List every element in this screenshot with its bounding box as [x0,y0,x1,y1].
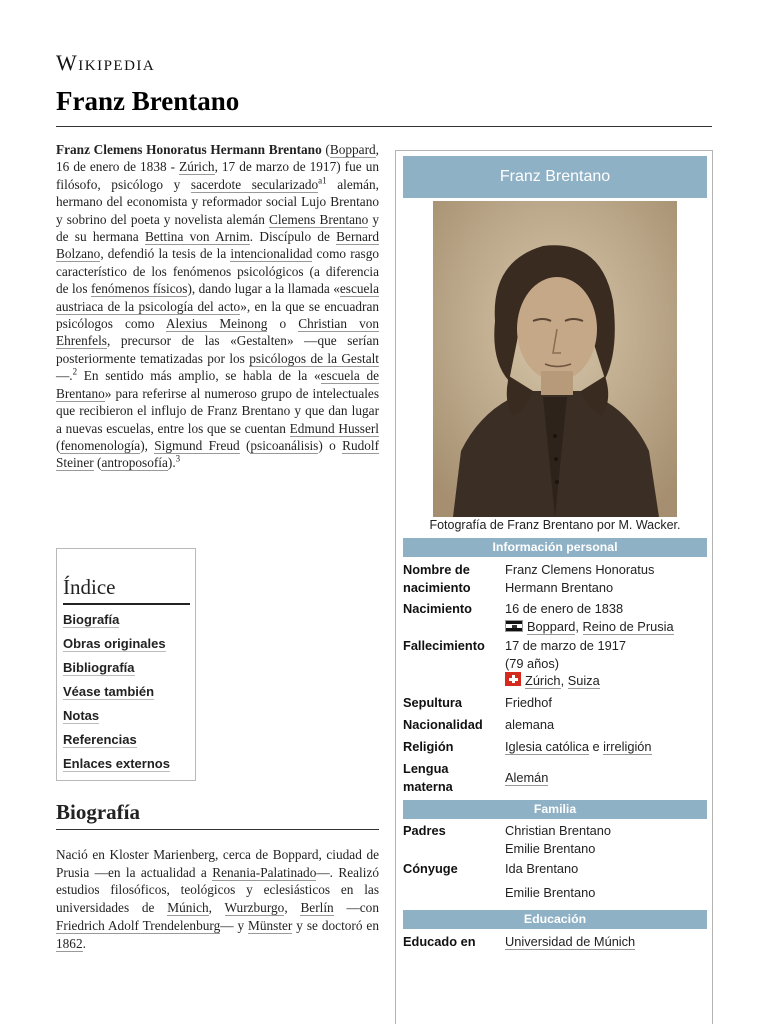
toc-item-label: Véase también [63,684,155,699]
text-span: ( [56,437,61,453]
row-value: Franz Clemens Honoratus Hermann Brentano [505,562,655,595]
row-value: Friedhof [505,695,552,710]
text-span: —. [56,368,73,384]
text-span: , [284,900,301,916]
toc-item-biografia[interactable] [63,609,189,633]
text-span: — y [220,917,249,933]
toc-item-label: Obras originales [63,636,166,651]
link-munich[interactable]: Múnich [167,900,209,916]
link-aleman[interactable]: Alemán [505,770,549,785]
section-header-educacion: Educación [403,910,707,929]
link-alexius-meinong[interactable]: Alexius Meinong [165,316,268,332]
text-span: —con [333,900,379,916]
text-span: , precursor de las «Gestalten» —que serían posteriormente tematizadas por los [56,333,379,366]
biografia-paragraph [56,846,379,952]
link-berlin[interactable]: Berlín [300,900,334,916]
link-reino-de-prusia[interactable]: Reino de Prusia [582,618,674,634]
text-span: ), dando lugar a la llamada « [187,281,340,297]
death-place [505,672,705,690]
text-span: —. Realizó estudios filosóficos, teológicos y eclesiásticos en las universidades de [56,864,379,916]
text-span: ). [167,455,176,471]
lead-paragraph [56,141,379,472]
text-span: . [82,935,86,951]
page-title: Franz Brentano [56,86,240,116]
section-header-familia: Familia [403,800,707,819]
toc-item-obras-originales[interactable] [63,633,189,657]
text-span: alemán, hermano del economista y reformador social Lujo Brentano y sobrino del poeta y novelista alemán [56,176,379,227]
link-boppard-infobox[interactable]: Boppard [527,618,576,634]
link-zurich-infobox[interactable]: Zúrich [525,673,561,688]
link-sacerdote-secularizado[interactable]: sacerdote secularizado [190,176,319,192]
toc-item-label: Bibliografía [63,660,135,675]
section-divider [56,829,379,830]
text-span: En sentido más amplio, se habla de la « [77,368,321,384]
link-suiza[interactable]: Suiza [567,673,600,688]
link-bernard-bolzano[interactable]: Bernard Bolzano [56,229,379,262]
toc-item-label: Notas [63,708,100,723]
row-label: Lengua materna [403,761,453,794]
footnote-ref-a[interactable]: a [318,175,323,186]
row-value [505,860,705,901]
row-label: Sepultura [403,695,463,710]
link-intencionalidad[interactable]: intencionalidad [230,246,313,262]
row-label: Nacimiento [403,601,472,616]
link-fenomenos-fisicos[interactable]: fenómenos físicos [90,281,188,297]
parent-mother: Emilie Brentano [505,840,596,856]
text-span: ) o [318,437,343,453]
row-label: Educado en [403,934,476,949]
link-boppard[interactable]: Boppard [329,142,376,157]
wikipedia-logo[interactable]: Wikipedia [56,50,156,75]
text-span: , [208,900,225,916]
link-fenomenologia[interactable]: fenomenología [60,437,141,453]
link-psicologos-gestalt[interactable]: psicólogos de la Gestalt [249,350,379,366]
link-antroposofia[interactable]: antroposofía [101,455,168,471]
age-at-death: (79 años) [505,655,560,671]
row-label: Nacionalidad [403,717,483,732]
link-psicoanalisis[interactable]: psicoanálisis [250,437,319,453]
text-span: . Discípulo de [249,229,337,245]
link-escuela-de-brentano[interactable]: escuela de Brentano [56,368,379,401]
parent-father: Christian Brentano [505,823,611,838]
toc-list [63,609,189,777]
link-edmund-husserl[interactable]: Edmund Husserl [289,420,379,436]
text-span: , 17 de marzo de 1917) fue un filósofo, psicólogo y [56,159,379,192]
toc-item-vease-tambien[interactable] [63,681,189,705]
row-label: Cónyuge [403,861,458,876]
footnote-ref-1[interactable]: 1 [322,175,327,186]
birth-date: 16 de enero de 1838 [505,601,624,616]
infobox-title: Franz Brentano [403,156,707,198]
row-label: Nombre de nacimiento [403,562,471,595]
text-span: y se doctoró en [292,917,379,933]
footnote-ref-2[interactable]: 2 [72,366,78,377]
link-munster[interactable]: Münster [248,917,293,933]
separator: e [588,739,604,754]
footnote-ref-3[interactable]: 3 [175,453,181,464]
text-span: ( [93,455,102,471]
toc-item-label: Referencias [63,732,137,747]
row-label: Fallecimiento [403,638,485,653]
text-span: », en la que se encuadran psicólogos como [56,298,379,332]
text-span: Nació en Kloster Marienberg, cerca de Boppard, ciudad de Prusia —en la actualidad a [56,847,379,880]
link-escuela-austriaca[interactable]: escuela austriaca de la psicología del acto [56,281,380,314]
link-zurich[interactable]: Zúrich [179,159,215,175]
link-irreligion[interactable]: irreligión [603,739,652,754]
spouse-2: Emilie Brentano [505,884,596,900]
toc-item-notas[interactable] [63,705,189,729]
spouse-1: Ida Brentano [505,861,579,876]
separator: , [560,673,568,688]
row-value [505,600,705,635]
portrait-caption: Fotografía de Franz Brentano por M. Wacker. [429,518,681,532]
separator: , [575,618,583,634]
row-value [505,738,705,756]
text-span: como rasgo característico de los fenómenos psicológicos (a diferencia de los [56,246,379,297]
link-1862[interactable]: 1862 [56,935,83,951]
text-span: , 16 de enero de 1838 - [56,142,379,175]
section-heading-biografia: Biografía [56,800,140,824]
row-value [505,933,705,951]
link-universidad-de-munich[interactable]: Universidad de Múnich [505,934,636,949]
link-bettina-von-arnim[interactable]: Bettina von Arnim [144,229,250,245]
toc-item-referencias[interactable] [63,729,189,753]
toc-item-enlaces-externos[interactable] [63,753,189,777]
text-span: ( [239,437,251,453]
link-sigmund-freud[interactable]: Sigmund Freud [154,437,240,453]
link-wurzburgo[interactable]: Wurzburgo [224,900,285,916]
subject-full-name: Franz Clemens Honoratus Hermann Brentano [56,142,322,157]
link-clemens-brentano[interactable]: Clemens Brentano [268,211,369,227]
table-of-contents [56,548,196,781]
toc-item-label: Enlaces externos [63,756,170,771]
text-span: o [267,316,299,332]
toc-item-bibliografia[interactable] [63,657,189,681]
link-rudolf-steiner[interactable]: Rudolf Steiner [56,437,380,471]
death-date: 17 de marzo de 1917 [505,638,626,653]
text-span: ), [140,437,155,453]
row-value: alemana [505,717,555,732]
text-span: y de su hermana [56,211,379,245]
portrait-photo[interactable] [433,201,677,517]
row-value [505,769,705,787]
link-trendelenburg[interactable]: Friedrich Adolf Trendelenburg [56,917,221,933]
toc-title: Índice [63,575,190,605]
toc-item-label: Biografía [63,612,120,627]
title-divider [56,126,712,127]
switzerland-flag-icon [505,672,521,686]
section-header-personal: Información personal [403,538,707,557]
birth-place [505,618,705,636]
row-label: Religión [403,739,454,754]
text-span: ( [325,142,330,157]
link-iglesia-catolica[interactable]: Iglesia católica [505,739,589,754]
row-value [505,637,705,690]
link-renania-palatinado[interactable]: Renania-Palatinado [212,864,317,880]
prussia-flag-icon [505,620,523,632]
infobox [395,150,713,1024]
row-label: Padres [403,823,446,838]
text-span: » para referirse al numeroso grupo de intelectuales que recibieron el influjo de Franz Brentano y que dan lugar a nuevas escuelas, entre los que se cuentan [56,385,379,436]
link-christian-von-ehrenfels[interactable]: Christian von Ehrenfels [56,316,380,349]
text-span: , defendió la tesis de la [100,246,231,262]
portrait-illustration [433,201,677,517]
row-value [505,822,705,857]
